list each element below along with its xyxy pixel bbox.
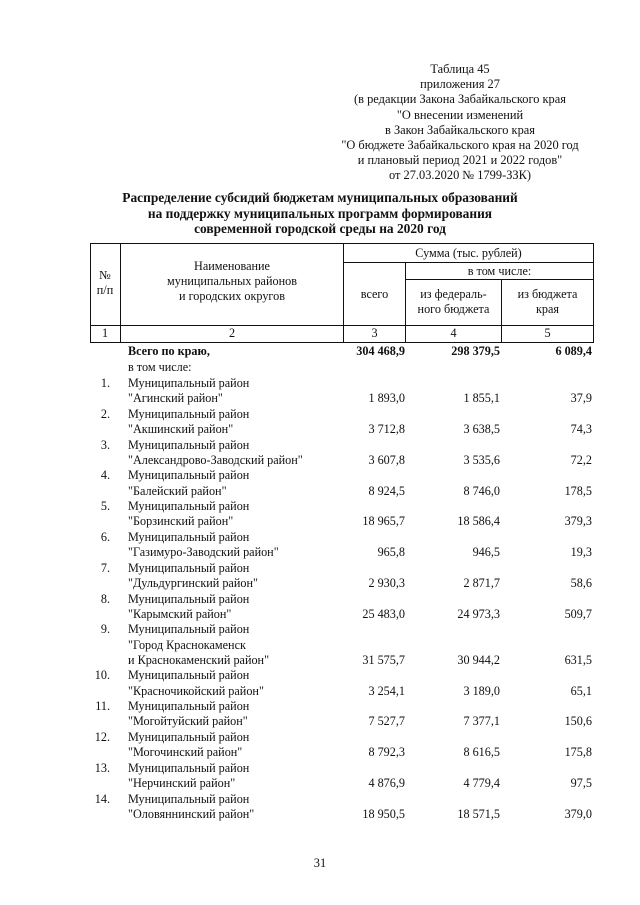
row-regional: 178,5 bbox=[564, 483, 592, 498]
row-number: 2. bbox=[100, 406, 110, 421]
row-federal: 1 855,1 bbox=[463, 391, 500, 406]
table-body bbox=[0, 344, 640, 822]
row-name: Муниципальный район "Акшинский район" bbox=[128, 406, 250, 436]
table-row bbox=[0, 699, 640, 730]
row-name: Муниципальный район "Александрово-Заводский район" bbox=[128, 437, 303, 467]
row-total: 18 965,7 bbox=[362, 514, 405, 529]
row-name: Муниципальный район "Газимуро-Заводский район" bbox=[128, 529, 279, 560]
row-name: Муниципальный район "Город Краснокаменск и Краснокаменский район" bbox=[128, 622, 270, 667]
row-total: 3 254,1 bbox=[368, 683, 405, 698]
row-total: 7 527,7 bbox=[368, 714, 405, 729]
col-header-federal: из федераль- ного бюджета bbox=[417, 287, 490, 316]
row-number: 8. bbox=[100, 591, 110, 606]
row-federal: 24 973,3 bbox=[457, 606, 500, 621]
row-federal: 7 377,1 bbox=[463, 714, 500, 729]
total-federal-value: 298 379,5 bbox=[451, 344, 500, 358]
table-row bbox=[0, 376, 640, 407]
header-line: "О внесении изменений bbox=[396, 107, 524, 122]
row-number: 1. bbox=[100, 376, 110, 390]
row-federal: 3 638,5 bbox=[463, 421, 500, 436]
total-label: Всего по краю, bbox=[128, 344, 210, 358]
row-total: 3 607,8 bbox=[368, 452, 405, 467]
row-number: 7. bbox=[100, 560, 110, 575]
row-total: 8 792,3 bbox=[368, 745, 405, 760]
col-header-including: в том числе: bbox=[467, 264, 532, 278]
row-name: Муниципальный район "Нерчинский район" bbox=[128, 760, 250, 790]
table-row bbox=[0, 730, 640, 761]
row-regional: 379,3 bbox=[564, 514, 592, 529]
row-number: 10. bbox=[94, 668, 110, 683]
row-federal: 18 571,5 bbox=[457, 806, 500, 821]
row-name: Муниципальный район "Могойтуйский район" bbox=[128, 699, 250, 729]
row-number: 14. bbox=[94, 791, 110, 806]
table-row bbox=[0, 792, 640, 823]
row-name: Муниципальный район "Оловяннинский район" bbox=[128, 791, 255, 821]
row-regional: 97,5 bbox=[570, 775, 592, 790]
row-regional: 379,0 bbox=[564, 806, 592, 821]
table-row-total bbox=[0, 344, 640, 360]
table-row bbox=[0, 622, 640, 668]
row-name: Муниципальный район "Карымский район" bbox=[128, 591, 250, 621]
document-header bbox=[320, 62, 600, 184]
row-regional: 37,9 bbox=[570, 391, 592, 406]
total-regional-value: 6 089,4 bbox=[555, 344, 592, 358]
row-federal: 8 616,5 bbox=[463, 745, 500, 760]
table-row bbox=[0, 530, 640, 561]
header-line: в Закон Забайкальского края bbox=[385, 122, 535, 137]
row-federal: 3 189,0 bbox=[463, 683, 500, 698]
row-name: Муниципальный район "Могочинский район" bbox=[128, 729, 250, 760]
including-label: в том числе: bbox=[128, 360, 192, 374]
document-title bbox=[60, 190, 580, 237]
header-line: и плановый период 2021 и 2022 годов" bbox=[357, 153, 563, 168]
col-header-total: всего bbox=[360, 287, 389, 301]
row-federal: 18 586,4 bbox=[457, 514, 500, 529]
col-header-regional: из бюджета края bbox=[517, 287, 578, 316]
table-row bbox=[0, 438, 640, 469]
table-row bbox=[0, 761, 640, 792]
header-line: Таблица 45 bbox=[430, 62, 490, 76]
title-line: Распределение субсидий бюджетам муниципальных образований bbox=[122, 190, 518, 205]
total-value: 304 468,9 bbox=[356, 344, 405, 358]
row-total: 3 712,8 bbox=[368, 421, 405, 436]
header-line: (в редакции Закона Забайкальского края bbox=[354, 92, 566, 107]
row-number: 11. bbox=[95, 699, 110, 714]
row-number: 12. bbox=[94, 729, 110, 744]
row-number: 6. bbox=[100, 529, 110, 544]
row-regional: 65,1 bbox=[570, 683, 592, 698]
table-row bbox=[0, 499, 640, 530]
row-name: Муниципальный район "Красночикойский район" bbox=[128, 668, 264, 698]
col-number-3: 3 bbox=[371, 326, 378, 340]
row-name: Муниципальный район "Агинский район" bbox=[128, 376, 250, 406]
header-line: от 27.03.2020 № 1799-ЗЗК) bbox=[388, 168, 532, 183]
row-total: 4 876,9 bbox=[368, 775, 405, 790]
row-total: 965,8 bbox=[377, 545, 405, 560]
col-number-1: 1 bbox=[101, 326, 109, 340]
row-regional: 175,8 bbox=[564, 745, 592, 760]
row-regional: 19,3 bbox=[570, 545, 592, 560]
col-header-number: № п/п bbox=[96, 268, 114, 297]
col-number-2: 2 bbox=[228, 326, 236, 340]
row-number: 9. bbox=[100, 622, 110, 637]
row-federal: 8 746,0 bbox=[463, 483, 500, 498]
data-rows bbox=[0, 376, 640, 822]
row-number: 5. bbox=[100, 499, 110, 514]
table-row bbox=[0, 592, 640, 623]
row-federal: 946,5 bbox=[472, 545, 500, 560]
table-row bbox=[0, 668, 640, 699]
table-row bbox=[0, 407, 640, 438]
row-total: 8 924,5 bbox=[368, 483, 405, 498]
row-name: Муниципальный район "Балейский район" bbox=[128, 468, 250, 498]
header-line: приложения 27 bbox=[420, 77, 500, 92]
row-number: 4. bbox=[100, 468, 110, 483]
title-line: на поддержку муниципальных программ формирования bbox=[147, 205, 493, 221]
row-federal: 3 535,6 bbox=[463, 452, 500, 467]
row-total: 25 483,0 bbox=[362, 606, 405, 621]
title-line: современной городской среды на 2020 год bbox=[194, 221, 446, 237]
row-regional: 72,2 bbox=[570, 452, 592, 467]
col-header-sum: Сумма (тыс. рублей) bbox=[415, 246, 522, 260]
row-total: 2 930,3 bbox=[368, 575, 405, 590]
row-regional: 150,6 bbox=[564, 714, 592, 729]
row-name: Муниципальный район "Борзинский район" bbox=[128, 499, 250, 529]
header-line: "О бюджете Забайкальского края на 2020 год bbox=[341, 138, 579, 153]
row-total: 1 893,0 bbox=[368, 391, 405, 406]
row-regional: 58,6 bbox=[570, 575, 592, 590]
row-regional: 74,3 bbox=[570, 421, 592, 436]
row-federal: 30 944,2 bbox=[457, 652, 500, 667]
table-row bbox=[0, 561, 640, 592]
page-number: 31 bbox=[313, 856, 327, 870]
row-number: 13. bbox=[94, 760, 110, 775]
col-header-name: Наименование муниципальных районов и городских округов bbox=[167, 259, 297, 303]
col-number-4: 4 bbox=[450, 326, 457, 340]
row-name: Муниципальный район "Дульдургинский район" bbox=[128, 560, 258, 590]
row-regional: 509,7 bbox=[564, 606, 592, 621]
row-federal: 2 871,7 bbox=[463, 575, 500, 590]
table-row bbox=[0, 468, 640, 499]
row-total: 31 575,7 bbox=[362, 652, 405, 667]
row-number: 3. bbox=[100, 437, 110, 452]
col-number-5: 5 bbox=[544, 326, 551, 340]
row-total: 18 950,5 bbox=[362, 806, 405, 821]
including-label-row bbox=[0, 360, 640, 376]
row-regional: 631,5 bbox=[564, 652, 592, 667]
row-federal: 4 779,4 bbox=[463, 775, 500, 790]
